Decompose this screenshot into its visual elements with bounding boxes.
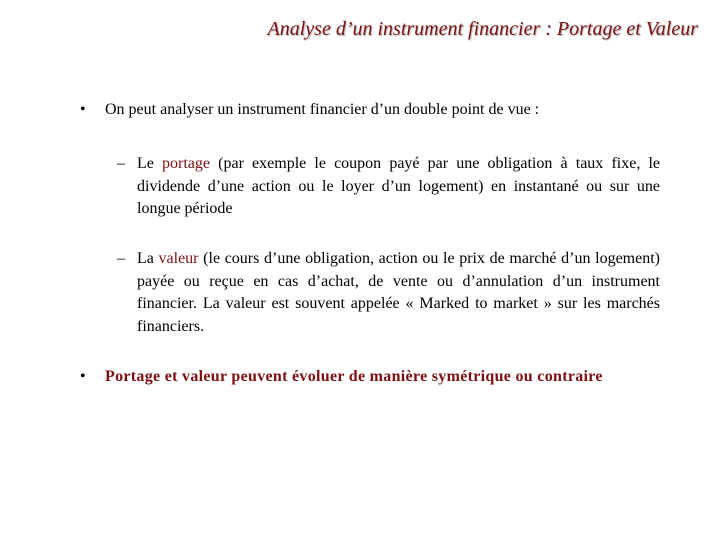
sub-item-portage xyxy=(117,153,660,221)
dash-marker: – xyxy=(117,155,125,172)
sub-item-text xyxy=(137,248,660,338)
slide-title: Analyse d’un instrument financier : Portage et Valeur xyxy=(267,18,698,40)
sub-item-lead: La xyxy=(137,250,159,267)
bullet-marker: • xyxy=(80,101,86,118)
sub-item-rest: (par exemple le coupon payé par une obligation à taux fixe, le dividende d’une action ou le loyer d’un logement) en instantané ou sur une longue période xyxy=(137,155,661,217)
bullet-text: On peut analyser un instrument financier d’un double point de vue : xyxy=(105,101,540,118)
bullet-marker: • xyxy=(80,368,86,385)
keyword-valeur: valeur xyxy=(158,250,199,267)
sub-item-lead: Le xyxy=(137,155,163,172)
bullet-item-1 xyxy=(80,99,660,121)
sub-item-rest: (le cours d’une obligation, action ou le prix de marché d’un logement) payée ou reçue en cas d’achat, de vente ou d’annulation d’un instrument financier. La valeur est souvent appelée « Marked to market » sur les marchés financiers. xyxy=(137,250,660,335)
bullet-item-2 xyxy=(80,366,660,388)
bullet-text: Portage et valeur peuvent évoluer de manière symétrique ou contraire xyxy=(105,368,603,385)
sub-item-valeur xyxy=(117,248,660,338)
keyword-portage: portage xyxy=(162,155,211,172)
dash-marker: – xyxy=(117,250,125,267)
sub-item-text xyxy=(137,153,660,221)
